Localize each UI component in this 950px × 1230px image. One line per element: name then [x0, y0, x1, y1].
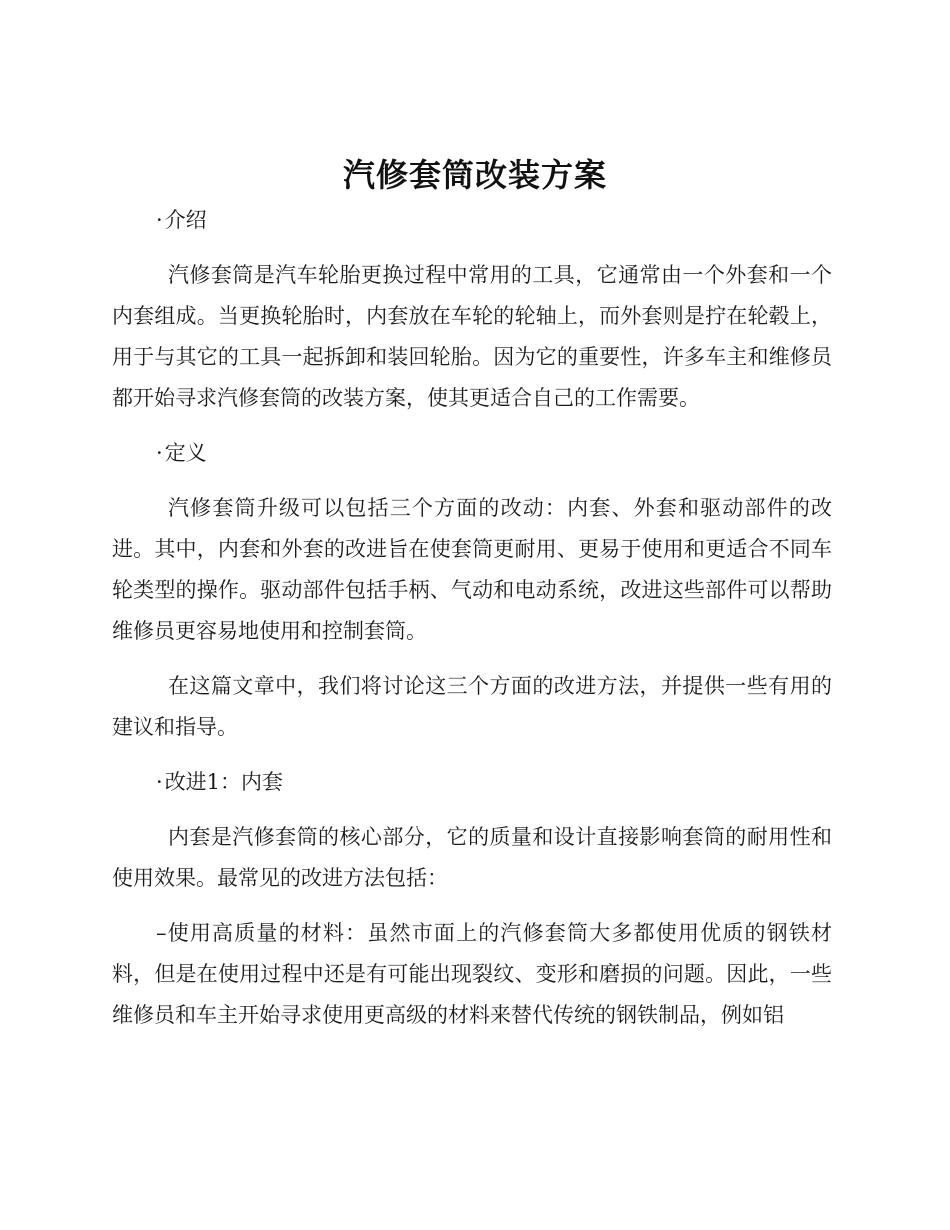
dash-mark: – [156, 921, 167, 945]
paragraph: 内套是汽修套筒的核心部分，它的质量和设计直接影响套筒的耐用性和使用效果。最常见的改进方法包括： [112, 825, 832, 890]
paragraph: 汽修套筒是汽车轮胎更换过程中常用的工具，它通常由一个外套和一个内套组成。当更换轮胎时，内套放在车轮的轮轴上，而外套则是拧在轮毂上，用于与其它的工具一起拆卸和装回轮胎。因为它的重要性，许多车主和维修员都开始寻求汽修套筒的改装方案，使其更适合自己的工作需要。 [112, 263, 832, 410]
list-item-text: 使用高质量的材料：虽然市面上的汽修套筒大多都使用优质的钢铁材料，但是在使用过程中还是有可能出现裂纹、变形和磨损的问题。因此，一些维修员和车主开始寻求使用更高级的材料来替代传统的钢铁制品，例如铝 [112, 921, 832, 1027]
bullet-mark: · [156, 770, 163, 794]
bullet-mark: · [156, 208, 163, 232]
dash-list-item [112, 913, 832, 1036]
document-title: 汽修套筒改装方案 [342, 156, 607, 194]
section-heading-label: 定义 [164, 441, 207, 465]
section-heading-improvement-1 [112, 762, 832, 803]
bullet-mark: · [156, 441, 163, 465]
paragraph: 汽修套筒升级可以包括三个方面的改动：内套、外套和驱动部件的改进。其中，内套和外套的改进旨在使套筒更耐用、更易于使用和更适合不同车轮类型的操作。驱动部件包括手柄、气动和电动系统，改进这些部件可以帮助维修员更容易地使用和控制套筒。 [112, 496, 832, 643]
section-heading-intro [112, 200, 832, 241]
section-heading-definition [112, 433, 832, 474]
section-heading-label: 改进1：内套 [164, 770, 284, 794]
document-body [112, 200, 832, 1050]
section-heading-label: 介绍 [164, 208, 207, 232]
paragraph: 在这篇文章中，我们将讨论这三个方面的改进方法，并提供一些有用的建议和指导。 [112, 674, 832, 739]
